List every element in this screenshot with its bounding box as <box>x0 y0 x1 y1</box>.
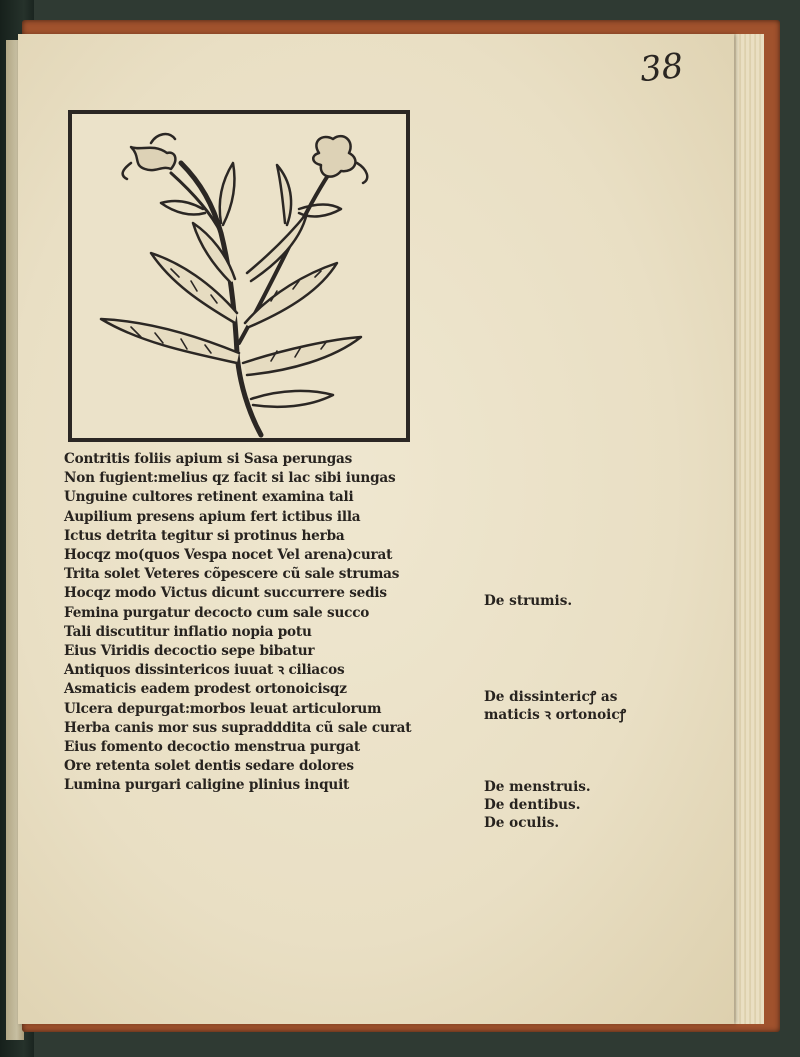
verse-line: Aupilium presens apium fert ictibus illa <box>64 508 361 525</box>
marginal-note-dissintericis-1: De dissintericꝭ as <box>484 689 618 705</box>
marginal-note-strumis: De strumis. <box>484 593 573 609</box>
verse-line: Eius Viridis decoctio sepe bibatur <box>64 643 315 660</box>
marginal-note-dentibus: De dentibus. <box>484 797 581 813</box>
verse-line: Hocqz modo Victus dicunt succurrere sedis <box>64 585 387 602</box>
folio-number: 38 <box>638 45 686 91</box>
verse-line: Unguine cultores retinent examina tali <box>64 489 354 506</box>
verse-text <box>64 450 484 796</box>
verse-line: Lumina purgari caligine plinius inquit <box>64 777 350 794</box>
verse-line: Ictus detrita tegitur si protinus herba <box>64 527 345 544</box>
plant-woodcut-icon <box>68 110 410 442</box>
marginal-note-menstruis: De menstruis. <box>484 779 591 795</box>
verse-line: Contritis foliis apium si Sasa perungas <box>64 451 353 467</box>
book-page <box>18 34 734 1024</box>
verse-line: Ulcera depurgat:morbos leuat articulorum <box>64 700 382 717</box>
verse-line: Trita solet Veteres cõpescere cũ sale strumas <box>64 566 400 583</box>
verse-line: Tali discutitur inflatio nopia potu <box>64 623 312 640</box>
verse-line: Eius fomento decoctio menstrua purgat <box>64 739 360 756</box>
marginal-note-dissintericis-2: maticis ꝛ ortonoicꝭ <box>484 707 627 723</box>
verse-line: Hocqz mo(quos Vespa nocet Vel arena)curat <box>64 547 393 564</box>
verse-line: Non fugient:melius qz facit si lac sibi iungas <box>64 470 396 487</box>
marginal-note-oculis: De oculis. <box>484 815 560 831</box>
verse-line: Asmaticis eadem prodest ortonoicisqz <box>64 681 347 698</box>
verse-line: Femina purgatur decocto cum sale succo <box>64 604 370 621</box>
verse-line: Antiquos dissintericos iuuat ꝛ ciliacos <box>64 662 345 679</box>
verse-line: Herba canis mor sus supradddita cũ sale curat <box>64 719 412 736</box>
verse-line: Ore retenta solet dentis sedare dolores <box>64 758 354 775</box>
